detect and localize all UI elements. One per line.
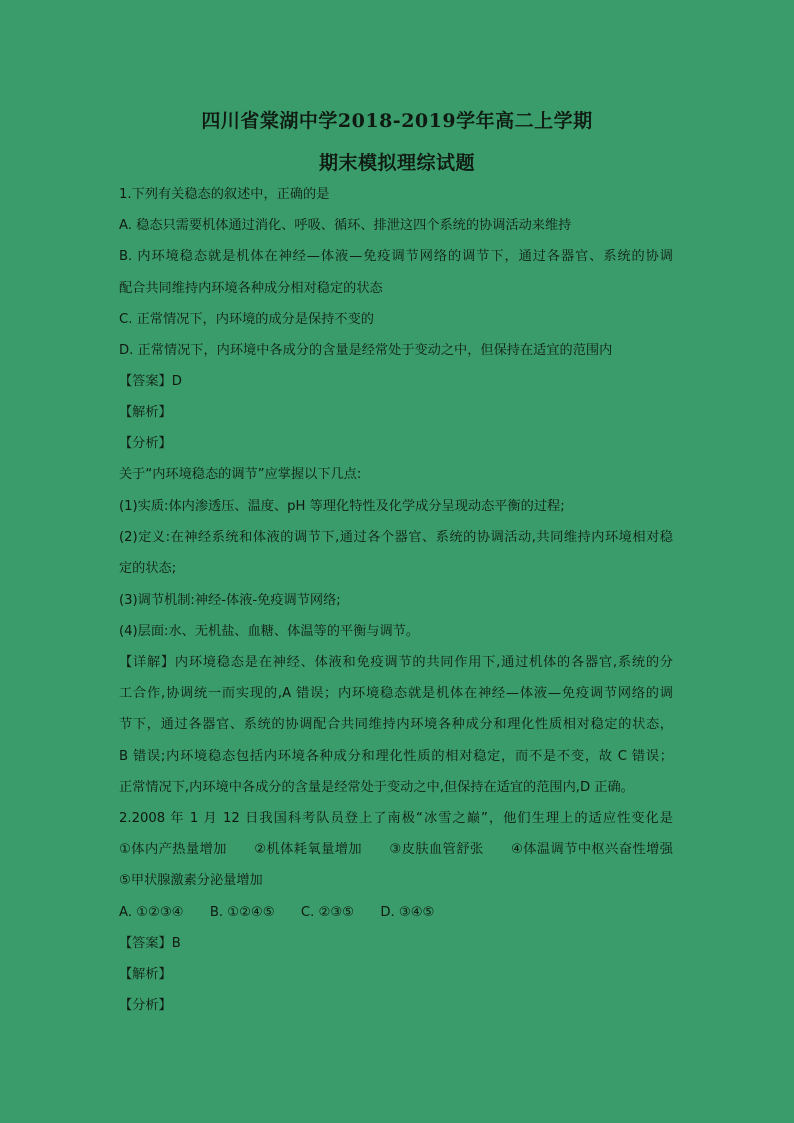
explanation-point-2: (2)定义:在神经系统和体液的调节下,通过各个器官、系统的协调活动,共同维持内环境相对稳	[119, 530, 673, 545]
detail-line-2: 工合作,协调统一而实现的,A 错误；内环境稳态就是机体在神经—体液—免疫调节网络的调	[119, 686, 673, 701]
analysis-heading: 【解析】	[119, 405, 172, 420]
question-1-stem: 1.下列有关稳态的叙述中，正确的是	[119, 187, 330, 202]
detail-line-1: 【详解】内环境稳态是在神经、体液和免疫调节的共同作用下,通过机体的各器官,系统的分	[119, 655, 673, 670]
answer-label: 【答案】D	[119, 374, 182, 389]
explanation-point-2-continued: 定的状态;	[119, 561, 177, 576]
breakdown-heading-2: 【分析】	[119, 998, 172, 1013]
explanation-point-1: (1)实质:体内渗透压、温度、pH 等理化特性及化学成分呈现动态平衡的过程;	[119, 499, 565, 514]
detail-line-3: 节下，通过各器官、系统的协调配合共同维持内环境各种成分和理化性质相对稳定的状态，	[119, 717, 673, 732]
explanation-point-4: (4)层面:水、无机盐、血糖、体温等的平衡与调节。	[119, 624, 420, 639]
analysis-heading-2: 【解析】	[119, 967, 172, 982]
document-subtitle: 期末模拟理综试题	[318, 152, 475, 174]
question-2-options: A. ①②③④ B. ①②④⑤ C. ②③⑤ D. ③④⑤	[119, 905, 435, 920]
document-title: 四川省棠湖中学2018-2019学年高二上学期	[201, 110, 593, 132]
explanation-point-3: (3)调节机制:神经-体液-免疫调节网络;	[119, 593, 341, 608]
explanation-line: 关于“内环境稳态的调节”应掌握以下几点:	[119, 467, 362, 482]
option-b: B. 内环境稳态就是机体在神经—体液—免疫调节网络的调节下，通过各器官、系统的协调	[119, 249, 673, 264]
breakdown-heading: 【分析】	[119, 436, 172, 451]
question-2-stem: 2.2008 年 1 月 12 日我国科考队员登上了南极“冰雪之巅”，他们生理上的适应性变化是	[119, 811, 673, 826]
detail-line-5: 正常情况下,内环境中各成分的含量是经常处于变动之中,但保持在适宜的范围内,D 正确。	[119, 780, 634, 795]
detail-line-4: B 错误;内环境稳态包括内环境各种成分和理化性质的相对稳定，而不是不变，故 C 错误；	[119, 749, 673, 764]
option-c: C. 正常情况下，内环境的成分是保持不变的	[119, 312, 374, 327]
option-b-continued: 配合共同维持内环境各种成分相对稳定的状态	[119, 281, 383, 296]
question-2-items-continued: ⑤甲状腺激素分泌量增加	[119, 873, 263, 888]
option-a: A. 稳态只需要机体通过消化、呼吸、循环、排泄这四个系统的协调活动来维持	[119, 218, 572, 233]
question-2-items: ①体内产热量增加 ②机体耗氧量增加 ③皮肤血管舒张 ④体温调节中枢兴奋性增强	[119, 842, 673, 857]
option-d: D. 正常情况下，内环境中各成分的含量是经常处于变动之中，但保持在适宜的范围内	[119, 343, 613, 358]
answer-label-2: 【答案】B	[119, 936, 181, 951]
